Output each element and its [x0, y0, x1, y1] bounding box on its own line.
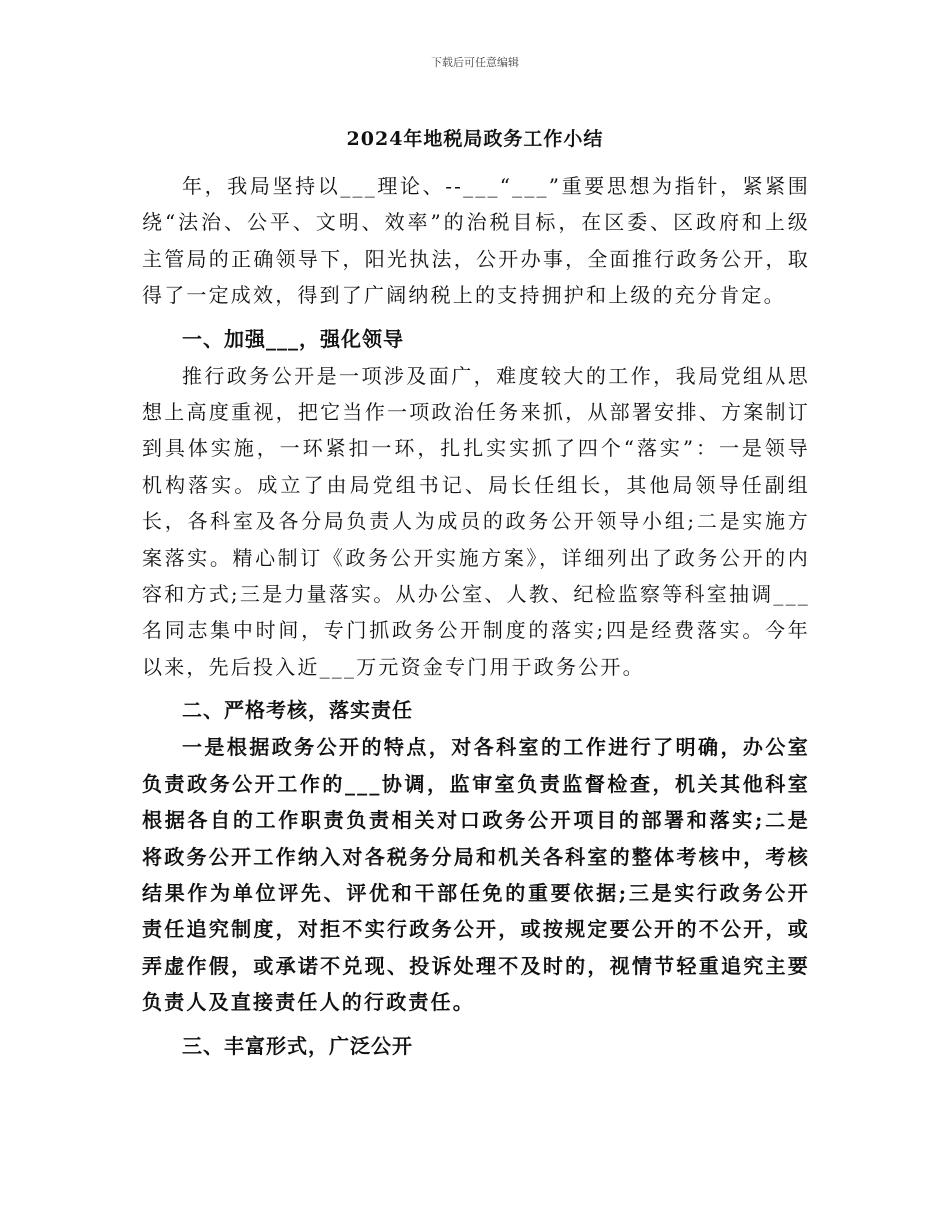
- document-body: [142, 168, 810, 1065]
- document-title: 2024年地税局政务工作小结: [346, 128, 604, 150]
- header-note: 下载后可任意编辑: [431, 56, 519, 69]
- section-2-heading: 二、严格考核，落实责任: [182, 698, 413, 723]
- section-3-heading: 三、丰富形式，广泛公开: [182, 1033, 413, 1058]
- section-1-body: 推行政务公开是一项涉及面广，难度较大的工作，我局党组从思想上高度重视，把它当作一项政治任务来抓，从部署安排、方案制订到具体实施，一环紧扣一环，扎扎实实抓了四个“落实”：一是领导机构落实。成立了由局党组书记、局长任组长，其他局领导任副组长，各科室及各分局负责人为成员的政务公开领导小组;二是实施方案落实。精心制订《政务公开实施方案》，详细列出了政务公开的内容和方式;三是力量落实。从办公室、人教、纪检监察等科室抽调___名同志集中时间，专门抓政务公开制度的落实;四是经费落实。今年以来，先后投入近___万元资金专门用于政务公开。: [142, 363, 810, 679]
- intro-paragraph: 年，我局坚持以___理论、--___“___”重要思想为指针，紧紧围绕“法治、公平、文明、效率”的治税目标，在区委、区政府和上级主管局的正确领导下，阳光执法，公开办事，全面推行政务公开，取得了一定成效，得到了广阔纳税上的支持拥护和上级的充分肯定。: [142, 174, 810, 308]
- section-2-body: 一是根据政务公开的特点，对各科室的工作进行了明确，办公室负责政务公开工作的___协调，监审室负责监督检查，机关其他科室根据各自的工作职责负责相关对口政务公开项目的部署和落实;二是将政务公开工作纳入对各税务分局和机关各科室的整体考核中，考核结果作为单位评先、评优和干部任免的重要依据;三是实行政务公开责任追究制度，对拒不实行政务公开，或按规定要公开的不公开，或弄虚作假，或承诺不兑现、投诉处理不及时的，视情节轻重追究主要负责人及直接责任人的行政责任。: [142, 735, 810, 1015]
- section-1-heading: 一、加强___，强化领导: [182, 326, 404, 351]
